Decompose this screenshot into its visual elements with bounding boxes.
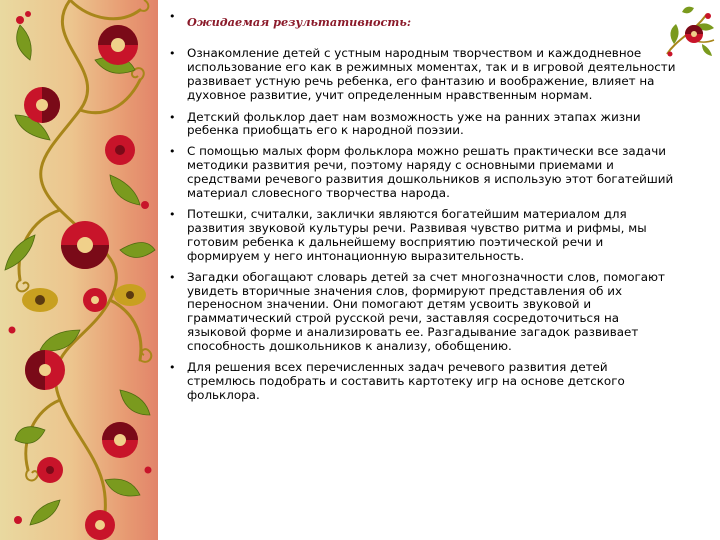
bullet-symbol: •: [169, 145, 176, 159]
bullet-list: [166, 10, 678, 403]
list-item: [166, 47, 678, 103]
paragraph-text: Потешки, считалки, заклички являются богатейшим материалом для развития звуковой культуры речи. Развивая чувство ритма и рифмы, мы готовим ребенка к дальнейшему восприятию поэтической речи и формируем у него интонационную выразительность.: [187, 206, 647, 263]
content-area: [166, 10, 678, 411]
bullet-symbol: •: [169, 270, 176, 284]
bullet-symbol: •: [169, 207, 176, 221]
slide-heading: Ожидаемая результативность:: [187, 15, 412, 29]
list-item: [166, 361, 678, 403]
bullet-symbol: •: [169, 46, 176, 60]
list-item: [166, 145, 678, 201]
paragraph-text: С помощью малых форм фольклора можно решать практически все задачи методики развития речи, поэтому наряду с основными приемами и средствами речевого развития дошкольников я использую этот богатейший материал словесного творчества народа.: [187, 144, 674, 201]
floral-side-panel: [0, 0, 158, 540]
bullet-symbol: •: [169, 110, 176, 124]
bullet-symbol: •: [169, 361, 176, 375]
bullet-symbol: •: [169, 10, 176, 23]
list-item: [166, 271, 678, 354]
heading-item: [166, 10, 678, 30]
paragraph-text: Детский фольклор дает нам возможность уже на ранних этапах жизни ребенка приобщать его к народной поэзии.: [187, 109, 641, 138]
list-item: [166, 208, 678, 264]
khokhloma-ornament-icon: [0, 0, 158, 540]
paragraph-text: Загадки обогащают словарь детей за счет многозначности слов, помогают увидеть вторичные значения слов, формируют представления об их переносном значении. Они помогают детям усвоить звуковой и грамматический строй русской речи, заставляя сосредоточиться на языковой форме и анализировать ее. Разгадывание загадок развивает способность дошкольников к анализу, обобщению.: [187, 269, 665, 354]
paragraph-text: Для решения всех перечисленных задач речевого развития детей стремлюсь подобрать и составить картотеку игр на основе детского фольклора.: [187, 360, 625, 402]
list-item: [166, 111, 678, 139]
paragraph-text: Ознакомление детей с устным народным творчеством и каждодневное использование его как в режимных моментах, так и в игровой деятельности развивает устную речь ребенка, его фантазию и воображение, влияет на духовное развитие, учит определенным нравственным нормам.: [187, 45, 676, 102]
